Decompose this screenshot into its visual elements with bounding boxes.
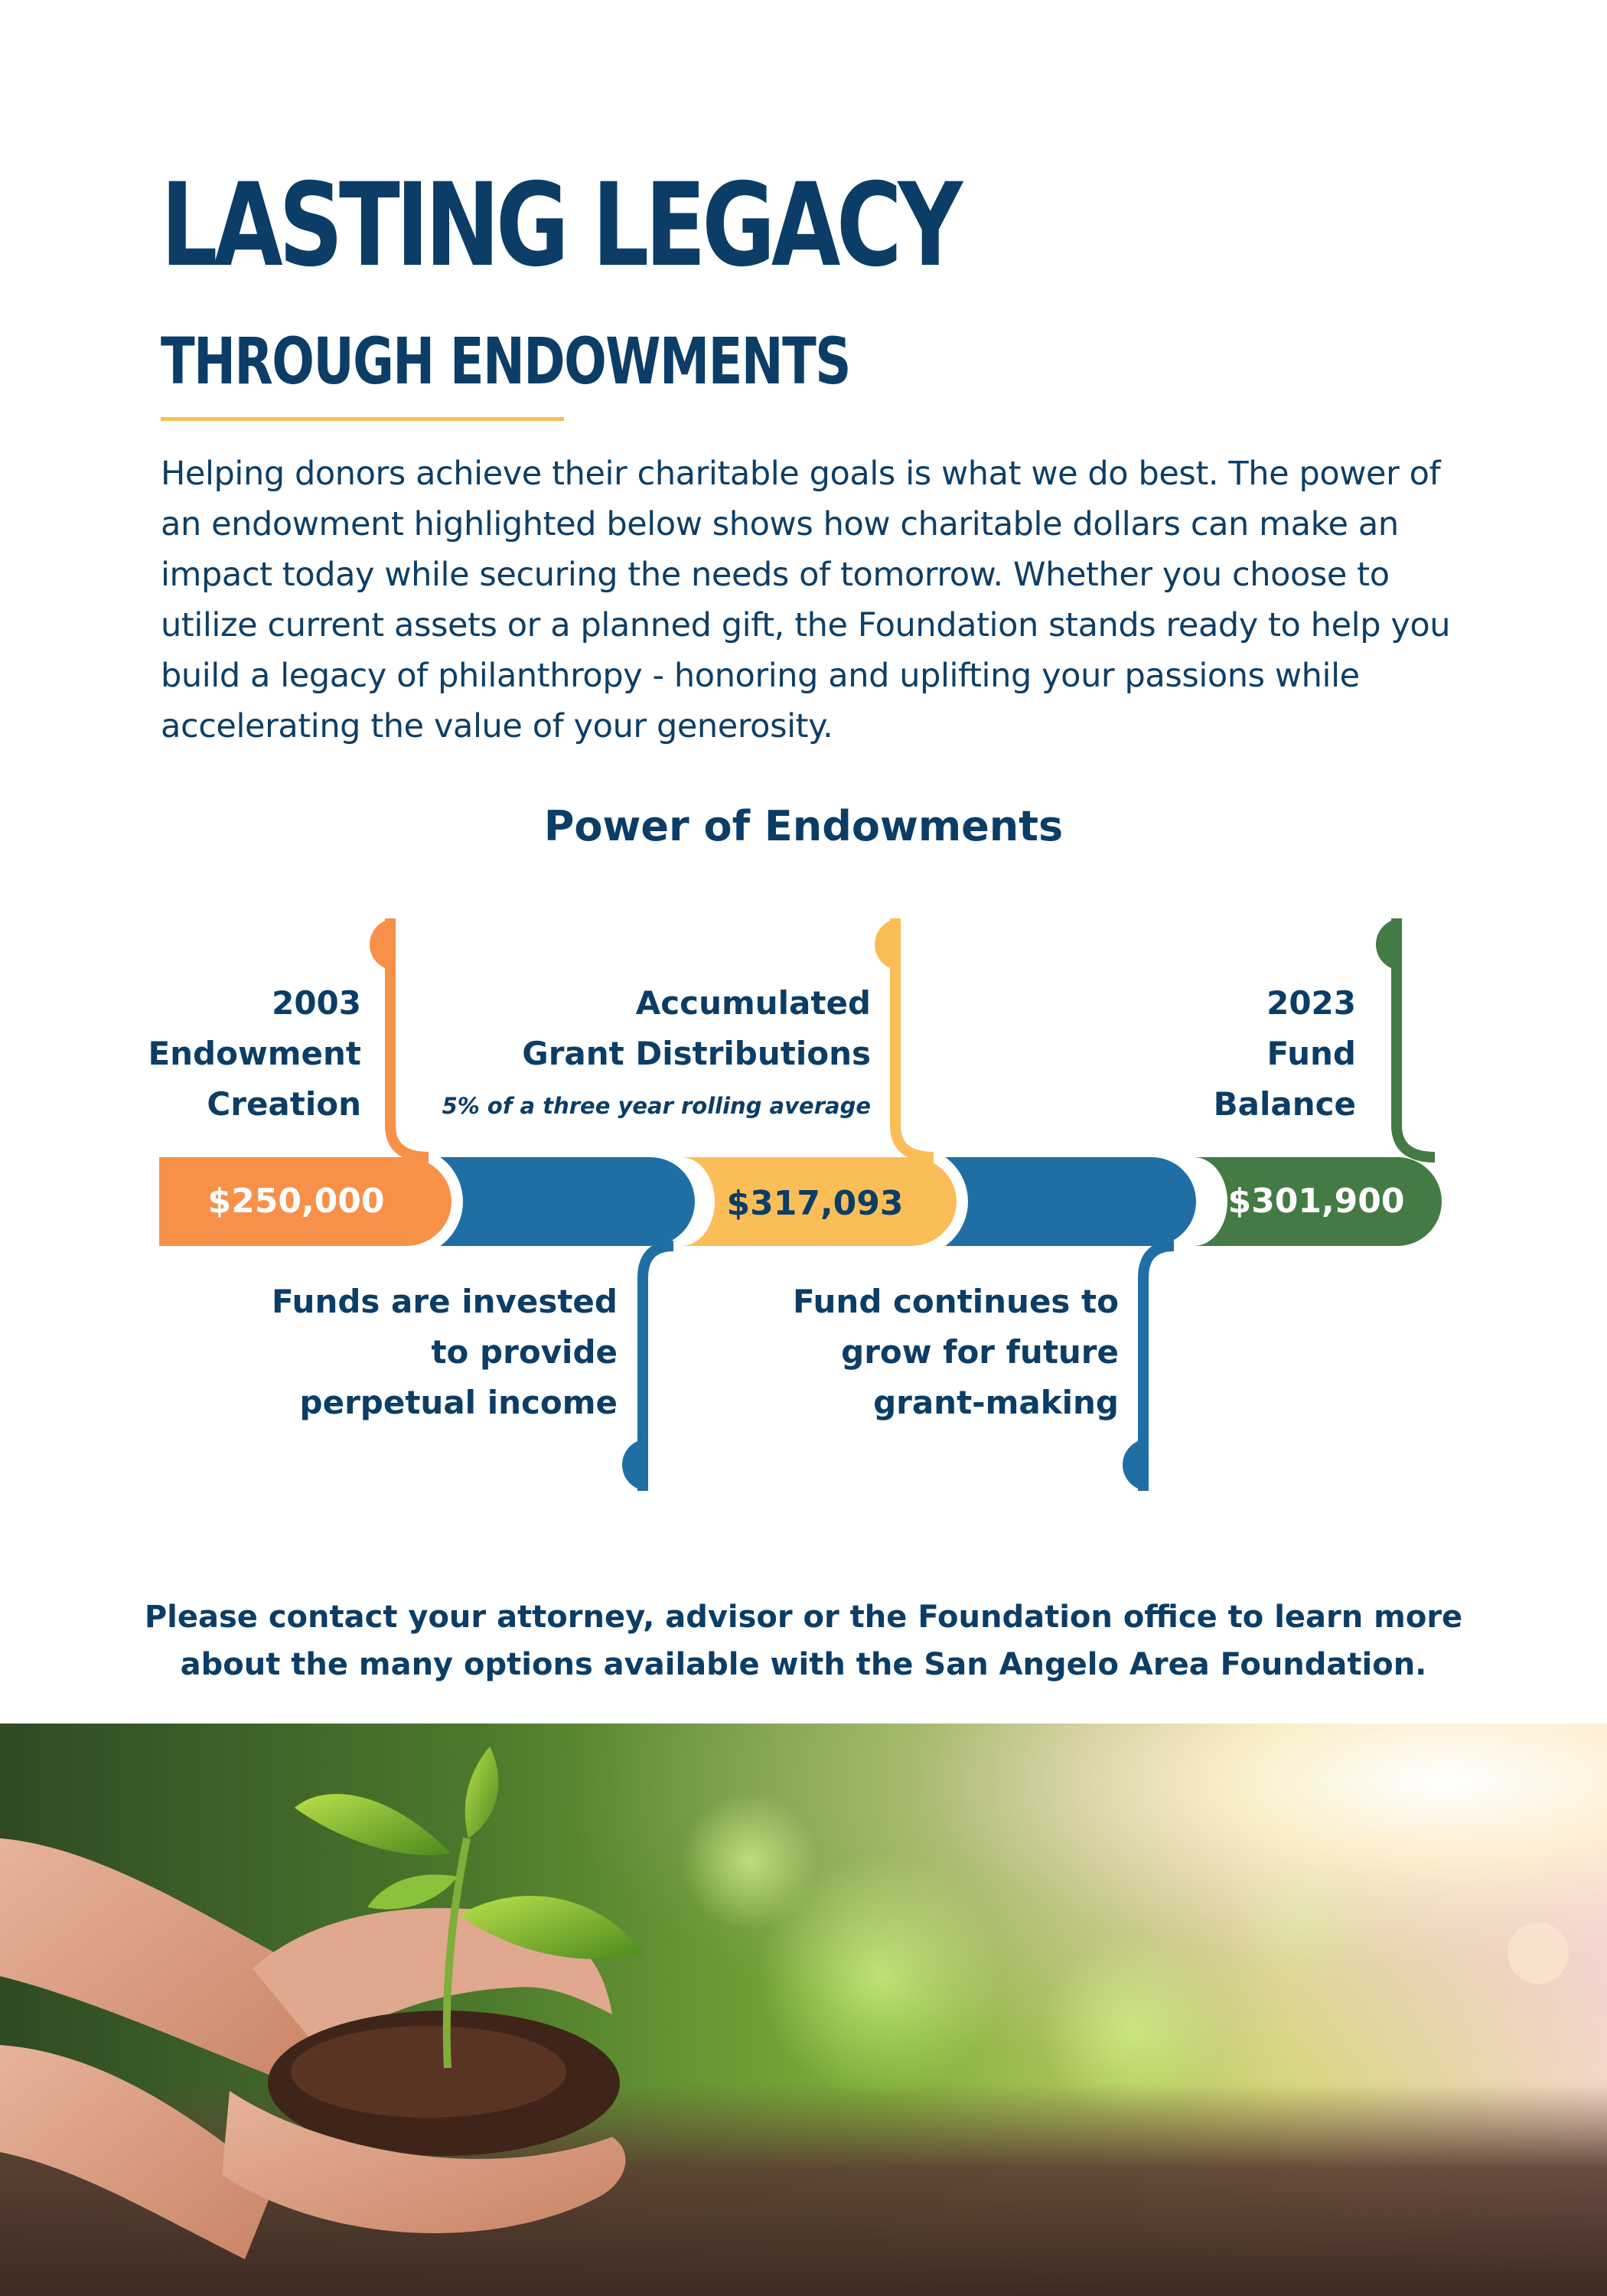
connector-label-invested [272,1277,618,1428]
stage-label-line: Creation [207,1085,361,1123]
stem-creation [370,918,429,1157]
stage-label-distributions [522,978,871,1079]
stage-label-line: Fund [1266,1035,1356,1072]
stage-label-line: Endowment [148,1035,361,1072]
connector-label-line: grant-making [873,1384,1119,1421]
intro-paragraph: Helping donors achieve their charitable goals is what we do best. The power of an endowment highlighted below shows how charitable dollars can make an impact today while securing the needs of tomorrow. Whether you choose to utilize current assets or a planned gift, the Foundation stands ready to help you build a legacy of philanthropy - honoring and uplifting your passions while accelerating the value of your generosity. [161,455,1451,745]
page-subtitle: THROUGH ENDOWMENTS [161,324,850,399]
connector-bar-2 [928,1157,1196,1246]
seedling-photo [0,1724,1607,2296]
connector-label-line: grow for future [841,1333,1119,1371]
cta-line: Please contact your attorney, advisor or the Foundation office to learn more [144,1600,1463,1635]
stem-balance [1376,918,1435,1157]
page-title: LASTING LEGACY [161,159,959,292]
stage-label-line: 2003 [272,984,361,1022]
cta-line: about the many options available with the San Angelo Area Foundation. [180,1647,1427,1682]
connector-label-line: Fund continues to [792,1283,1119,1320]
amount-distributions: $317,093 [726,1184,904,1223]
stage-label-line: Balance [1213,1085,1356,1123]
connector-label-grow [793,1277,1119,1428]
stage-label-line: 2023 [1266,984,1356,1022]
distributions-note: 5% of a three year rolling average [442,1093,871,1119]
amount-creation: $250,000 [207,1182,385,1221]
stage-label-creation [148,978,361,1130]
diagram-title: Power of Endowments [543,802,1064,850]
connector-label-line: perpetual income [299,1384,618,1421]
contact-call-to-action [0,1593,1607,1688]
connector-label-line: to provide [431,1333,618,1371]
stem-grow [1123,1246,1174,1491]
stage-label-line: Accumulated [635,984,871,1022]
stem-distributions [875,918,934,1157]
stage-label-balance [1214,978,1356,1130]
stem-invested [622,1246,673,1491]
connector-bar-1 [425,1157,695,1246]
stage-label-line: Grant Distributions [522,1035,871,1072]
amount-balance: $301,900 [1227,1182,1405,1221]
connector-label-line: Funds are invested [271,1283,618,1320]
